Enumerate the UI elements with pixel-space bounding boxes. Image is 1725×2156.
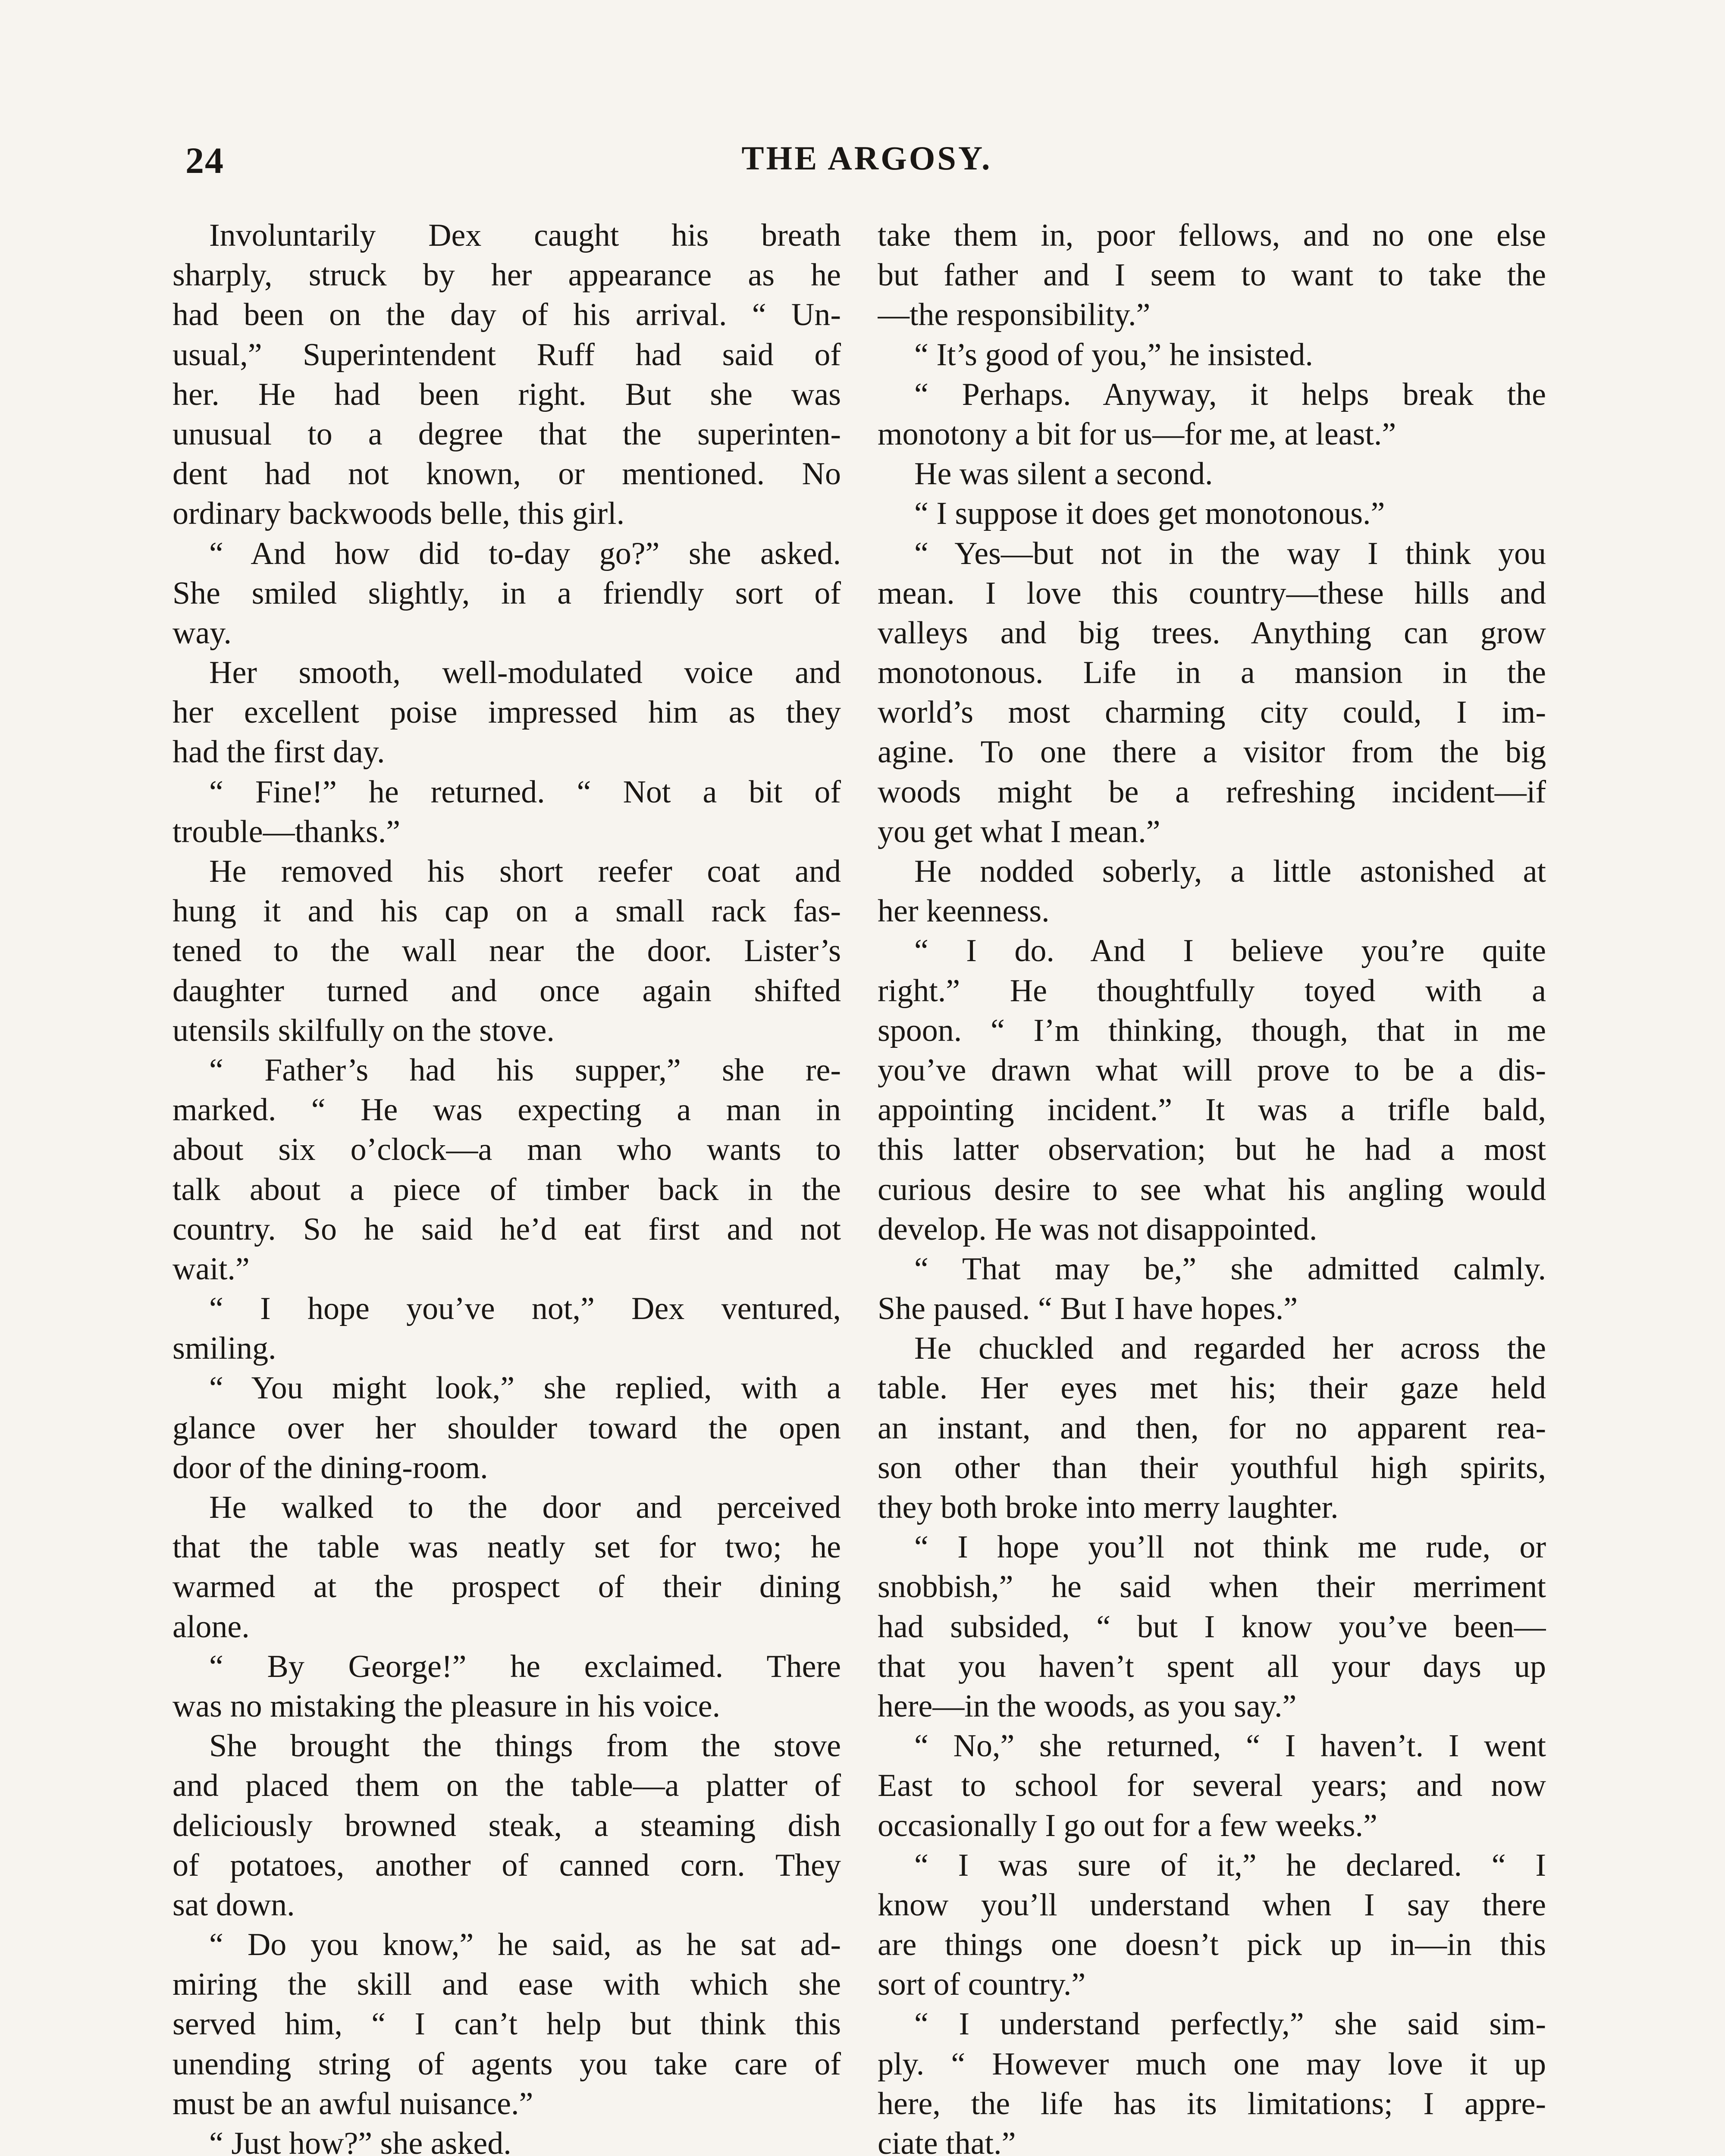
- text-line: alone.: [172, 1609, 250, 1645]
- text-line: He removed his short reefer coat and: [209, 854, 841, 889]
- text-line: had the first day.: [172, 734, 385, 770]
- text-line: monotonous. Life in a mansion in the: [878, 655, 1546, 691]
- text-line: monotony a bit for us—for me, at least.”: [878, 416, 1396, 452]
- text-line: you’ve drawn what will prove to be a dis-: [878, 1052, 1546, 1088]
- text-line: snobbish,” he said when their merriment: [878, 1569, 1546, 1605]
- text-line: marked. “ He was expecting a man in: [172, 1092, 841, 1128]
- text-line: miring the skill and ease with which she: [172, 1967, 841, 2002]
- text-line: —the responsibility.”: [878, 297, 1151, 333]
- text-line: “ Just how?” she asked.: [209, 2126, 511, 2156]
- text-line: that the table was neatly set for two; he: [172, 1529, 841, 1565]
- text-line: Her smooth, well-modulated voice and: [209, 655, 841, 691]
- text-line: She paused. “ But I have hopes.”: [878, 1291, 1298, 1327]
- text-line: ordinary backwoods belle, this girl.: [172, 496, 625, 532]
- text-line: “ You might look,” she replied, with a: [209, 1370, 841, 1406]
- text-line: “ That may be,” she admitted calmly.: [914, 1251, 1546, 1287]
- text-line: usual,” Superintendent Ruff had said of: [172, 337, 841, 373]
- text-line: mean. I love this country—these hills and: [878, 575, 1546, 611]
- text-line: her keenness.: [878, 893, 1050, 929]
- text-line: tened to the wall near the door. Lister’s: [172, 933, 841, 969]
- text-line: her. He had been right. But she was: [172, 376, 841, 412]
- text-line: He walked to the door and perceived: [209, 1490, 841, 1525]
- text-line: daughter turned and once again shifted: [172, 973, 841, 1009]
- text-line: “ I hope you’ll not think me rude, or: [914, 1529, 1546, 1565]
- text-line: “ I suppose it does get monotonous.”: [914, 496, 1385, 532]
- text-line: must be an awful nuisance.”: [172, 2086, 533, 2122]
- text-line: unusual to a degree that the superinten-: [172, 416, 841, 452]
- text-line: “ It’s good of you,” he insisted.: [914, 337, 1313, 373]
- text-line: here, the life has its limitations; I appre-: [878, 2086, 1546, 2122]
- page-header: [185, 139, 1548, 186]
- text-line: “ By George!” he exclaimed. There: [209, 1648, 841, 1684]
- text-line: they both broke into merry laughter.: [878, 1490, 1339, 1525]
- text-line: occasionally I go out for a few weeks.”: [878, 1808, 1377, 1843]
- text-line: served him, “ I can’t help but think this: [172, 2006, 841, 2042]
- text-line: take them in, poor fellows, and no one else: [878, 218, 1546, 253]
- running-title: THE ARGOSY.: [741, 139, 992, 177]
- text-line: woods might be a refreshing incident—if: [878, 774, 1546, 810]
- text-line: “ I hope you’ve not,” Dex ventured,: [209, 1291, 841, 1327]
- text-line: dent had not known, or mentioned. No: [172, 456, 841, 492]
- text-line: you get what I mean.”: [878, 814, 1160, 849]
- text-line: “ I do. And I believe you’re quite: [914, 933, 1546, 969]
- text-line: He nodded soberly, a little astonished at: [914, 854, 1546, 889]
- text-line: He chuckled and regarded her across the: [914, 1331, 1546, 1366]
- text-line: son other than their youthful high spirits,: [878, 1450, 1546, 1485]
- text-line: but father and I seem to want to take the: [878, 257, 1546, 293]
- text-line: “ Yes—but not in the way I think you: [914, 536, 1546, 571]
- text-line: wait.”: [172, 1251, 250, 1287]
- text-line: “ No,” she returned, “ I haven’t. I went: [914, 1728, 1546, 1764]
- text-line: had subsided, “ but I know you’ve been—: [878, 1609, 1546, 1645]
- text-line: warmed at the prospect of their dining: [172, 1569, 841, 1605]
- text-line: and placed them on the table—a platter of: [172, 1768, 841, 1804]
- text-line: hung it and his cap on a small rack fas-: [172, 893, 841, 929]
- text-line: She brought the things from the stove: [209, 1728, 841, 1764]
- text-line: was no mistaking the pleasure in his voice.: [172, 1688, 721, 1724]
- text-line: know you’ll understand when I say there: [878, 1887, 1546, 1923]
- text-line: develop. He was not disappointed.: [878, 1211, 1317, 1247]
- text-line: of potatoes, another of canned corn. They: [172, 1847, 841, 1883]
- text-line: agine. To one there a visitor from the big: [878, 734, 1546, 770]
- text-line: right.” He thoughtfully toyed with a: [878, 973, 1546, 1009]
- text-line: trouble—thanks.”: [172, 814, 401, 849]
- text-line: appointing incident.” It was a trifle bald,: [878, 1092, 1546, 1128]
- text-line: smiling.: [172, 1331, 276, 1366]
- text-line: this latter observation; but he had a most: [878, 1132, 1546, 1168]
- text-line: her excellent poise impressed him as they: [172, 695, 841, 730]
- text-line: unending string of agents you take care of: [172, 2046, 841, 2082]
- text-line: table. Her eyes met his; their gaze held: [878, 1370, 1546, 1406]
- text-line: are things one doesn’t pick up in—in this: [878, 1927, 1546, 1963]
- text-line: spoon. “ I’m thinking, though, that in me: [878, 1012, 1546, 1048]
- text-line: “ Fine!” he returned. “ Not a bit of: [209, 774, 841, 810]
- text-column-right: [878, 216, 1546, 2156]
- text-line: East to school for several years; and now: [878, 1768, 1546, 1804]
- text-line: Involuntarily Dex caught his breath: [209, 218, 841, 253]
- text-line: utensils skilfully on the stove.: [172, 1012, 555, 1048]
- text-line: “ I was sure of it,” he declared. “ I: [914, 1847, 1546, 1883]
- text-line: “ Perhaps. Anyway, it helps break the: [914, 376, 1546, 412]
- text-line: “ Do you know,” he said, as he sat ad-: [209, 1927, 841, 1963]
- text-line: curious desire to see what his angling would: [878, 1172, 1546, 1207]
- text-line: “ Father’s had his supper,” she re-: [209, 1052, 841, 1088]
- text-line: ciate that.”: [878, 2126, 1016, 2156]
- text-line: “ And how did to-day go?” she asked.: [209, 536, 841, 571]
- text-line: way.: [172, 615, 232, 651]
- text-line: talk about a piece of timber back in the: [172, 1172, 841, 1207]
- text-line: an instant, and then, for no apparent rea-: [878, 1410, 1546, 1446]
- text-line: door of the dining-room.: [172, 1450, 488, 1485]
- page-number: 24: [185, 140, 224, 181]
- text-line: that you haven’t spent all your days up: [878, 1648, 1546, 1684]
- text-line: He was silent a second.: [914, 456, 1213, 492]
- text-line: here—in the woods, as you say.”: [878, 1688, 1297, 1724]
- text-line: valleys and big trees. Anything can grow: [878, 615, 1546, 651]
- text-line: world’s most charming city could, I im-: [878, 695, 1546, 730]
- text-line: glance over her shoulder toward the open: [172, 1410, 841, 1446]
- text-line: sort of country.”: [878, 1967, 1086, 2002]
- text-line: ply. “ However much one may love it up: [878, 2046, 1546, 2082]
- text-line: deliciously browned steak, a steaming dish: [172, 1808, 841, 1843]
- text-line: about six o’clock—a man who wants to: [172, 1132, 841, 1168]
- text-line: sharply, struck by her appearance as he: [172, 257, 841, 293]
- text-line: “ I understand perfectly,” she said sim-: [914, 2006, 1546, 2042]
- text-line: sat down.: [172, 1887, 295, 1923]
- text-line: country. So he said he’d eat first and not: [172, 1211, 841, 1247]
- text-column-left: [172, 216, 841, 2156]
- text-line: had been on the day of his arrival. “ Un-: [172, 297, 841, 333]
- text-line: She smiled slightly, in a friendly sort of: [172, 575, 841, 611]
